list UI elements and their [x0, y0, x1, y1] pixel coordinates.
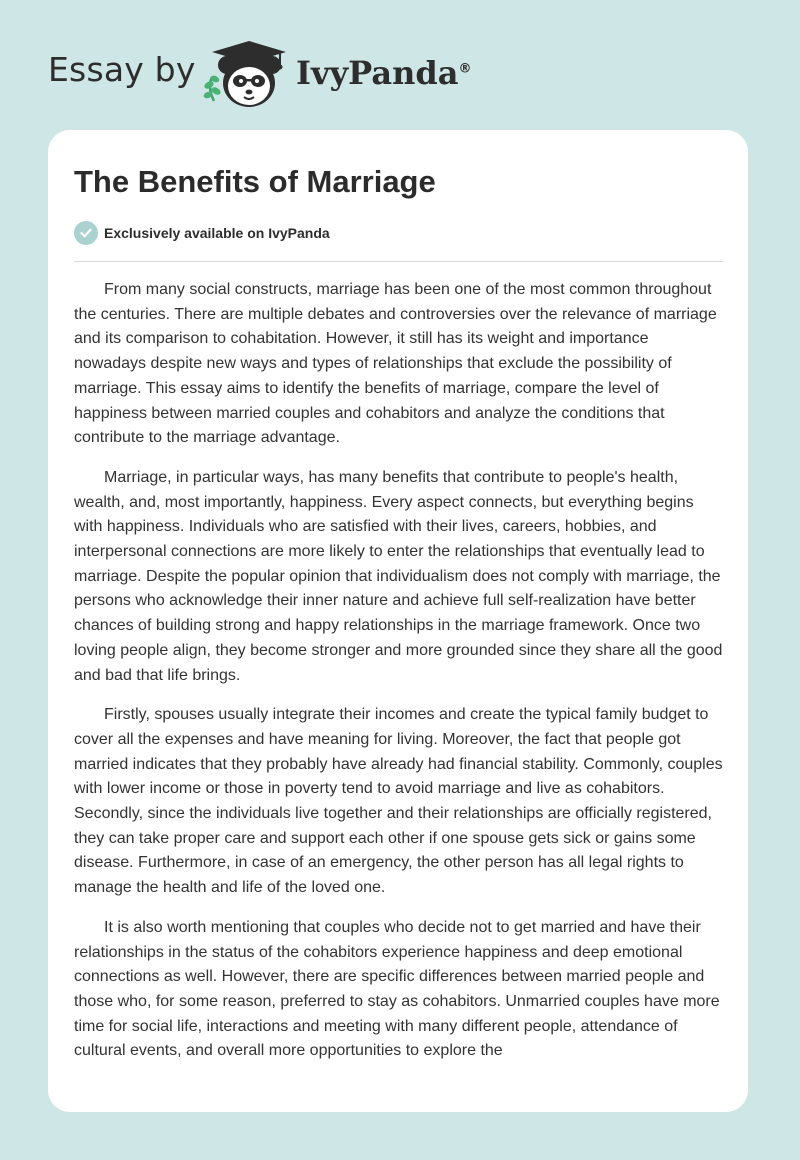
paragraph: Marriage, in particular ways, has many benefits that contribute to people's health, wealth, and, most importantly, happiness. Every aspect connects, but everything begins with happiness. Individuals who are satisfied with their lives, careers, hobbies, and interpersonal connections are more likely to enter the relationships that eventually lead to marriage. Despite the popular opinion that individualism does not comply with marriage, the persons who acknowledge their inner nature and achieve full self-realization have better chances of building strong and happy relationships in the marriage framework. Once two loving people align, they become stronger and more grounded since they share all the good and bad that life brings.	[74, 468, 723, 684]
brand-prefix: Essay by	[48, 50, 196, 89]
registered-mark: ®	[458, 61, 472, 77]
paragraph: It is also worth mentioning that couples who decide not to get married and have their relationships in the status of the cohabitors experience happiness and deep emotional connections as well. However, there are specific differences between married people and those who, for some reason, preferred to stay as cohabitors. Unmarried couples have more time for social life, interactions and meeting with many different people, attendance of cultural events, and overall more opportunities to explore the	[74, 918, 720, 1060]
essay-body	[74, 278, 724, 1079]
essay-title: The Benefits of Marriage	[74, 164, 436, 199]
check-circle-icon	[74, 221, 98, 245]
exclusive-badge	[74, 221, 330, 245]
paragraph: Firstly, spouses usually integrate their incomes and create the typical family budget to cover all the expenses and have meaning for living. Moreover, the fact that people got married indicates that they probably have already had financial stability. Commonly, couples with lower income or those in poverty tend to avoid marriage and live as cohabitors. Secondly, since the individuals live together and their relationships are officially registered, they can take proper care and support each other if one spouse gets sick or gains some disease. Furthermore, in case of an emergency, the other person has all legal rights to manage the health and life of the loved one.	[74, 706, 723, 897]
panda-graduate-icon	[200, 35, 292, 111]
paragraph: From many social constructs, marriage has been one of the most common throughout the centuries. There are multiple debates and controversies over the relevance of marriage and its comparison to cohabitation. However, it still has its weight and importance nowadays despite new ways and types of relationships that exclude the possibility of marriage. This essay aims to identify the benefits of marriage, compare the level of happiness between married couples and cohabitors and analyze the conditions that contribute to the marriage advantage.	[74, 281, 717, 447]
site-header	[0, 0, 800, 130]
divider	[74, 261, 723, 262]
brand-name: IvyPanda®	[296, 54, 472, 92]
essay-card	[48, 130, 748, 1112]
badge-text: Exclusively available on IvyPanda	[104, 225, 330, 241]
